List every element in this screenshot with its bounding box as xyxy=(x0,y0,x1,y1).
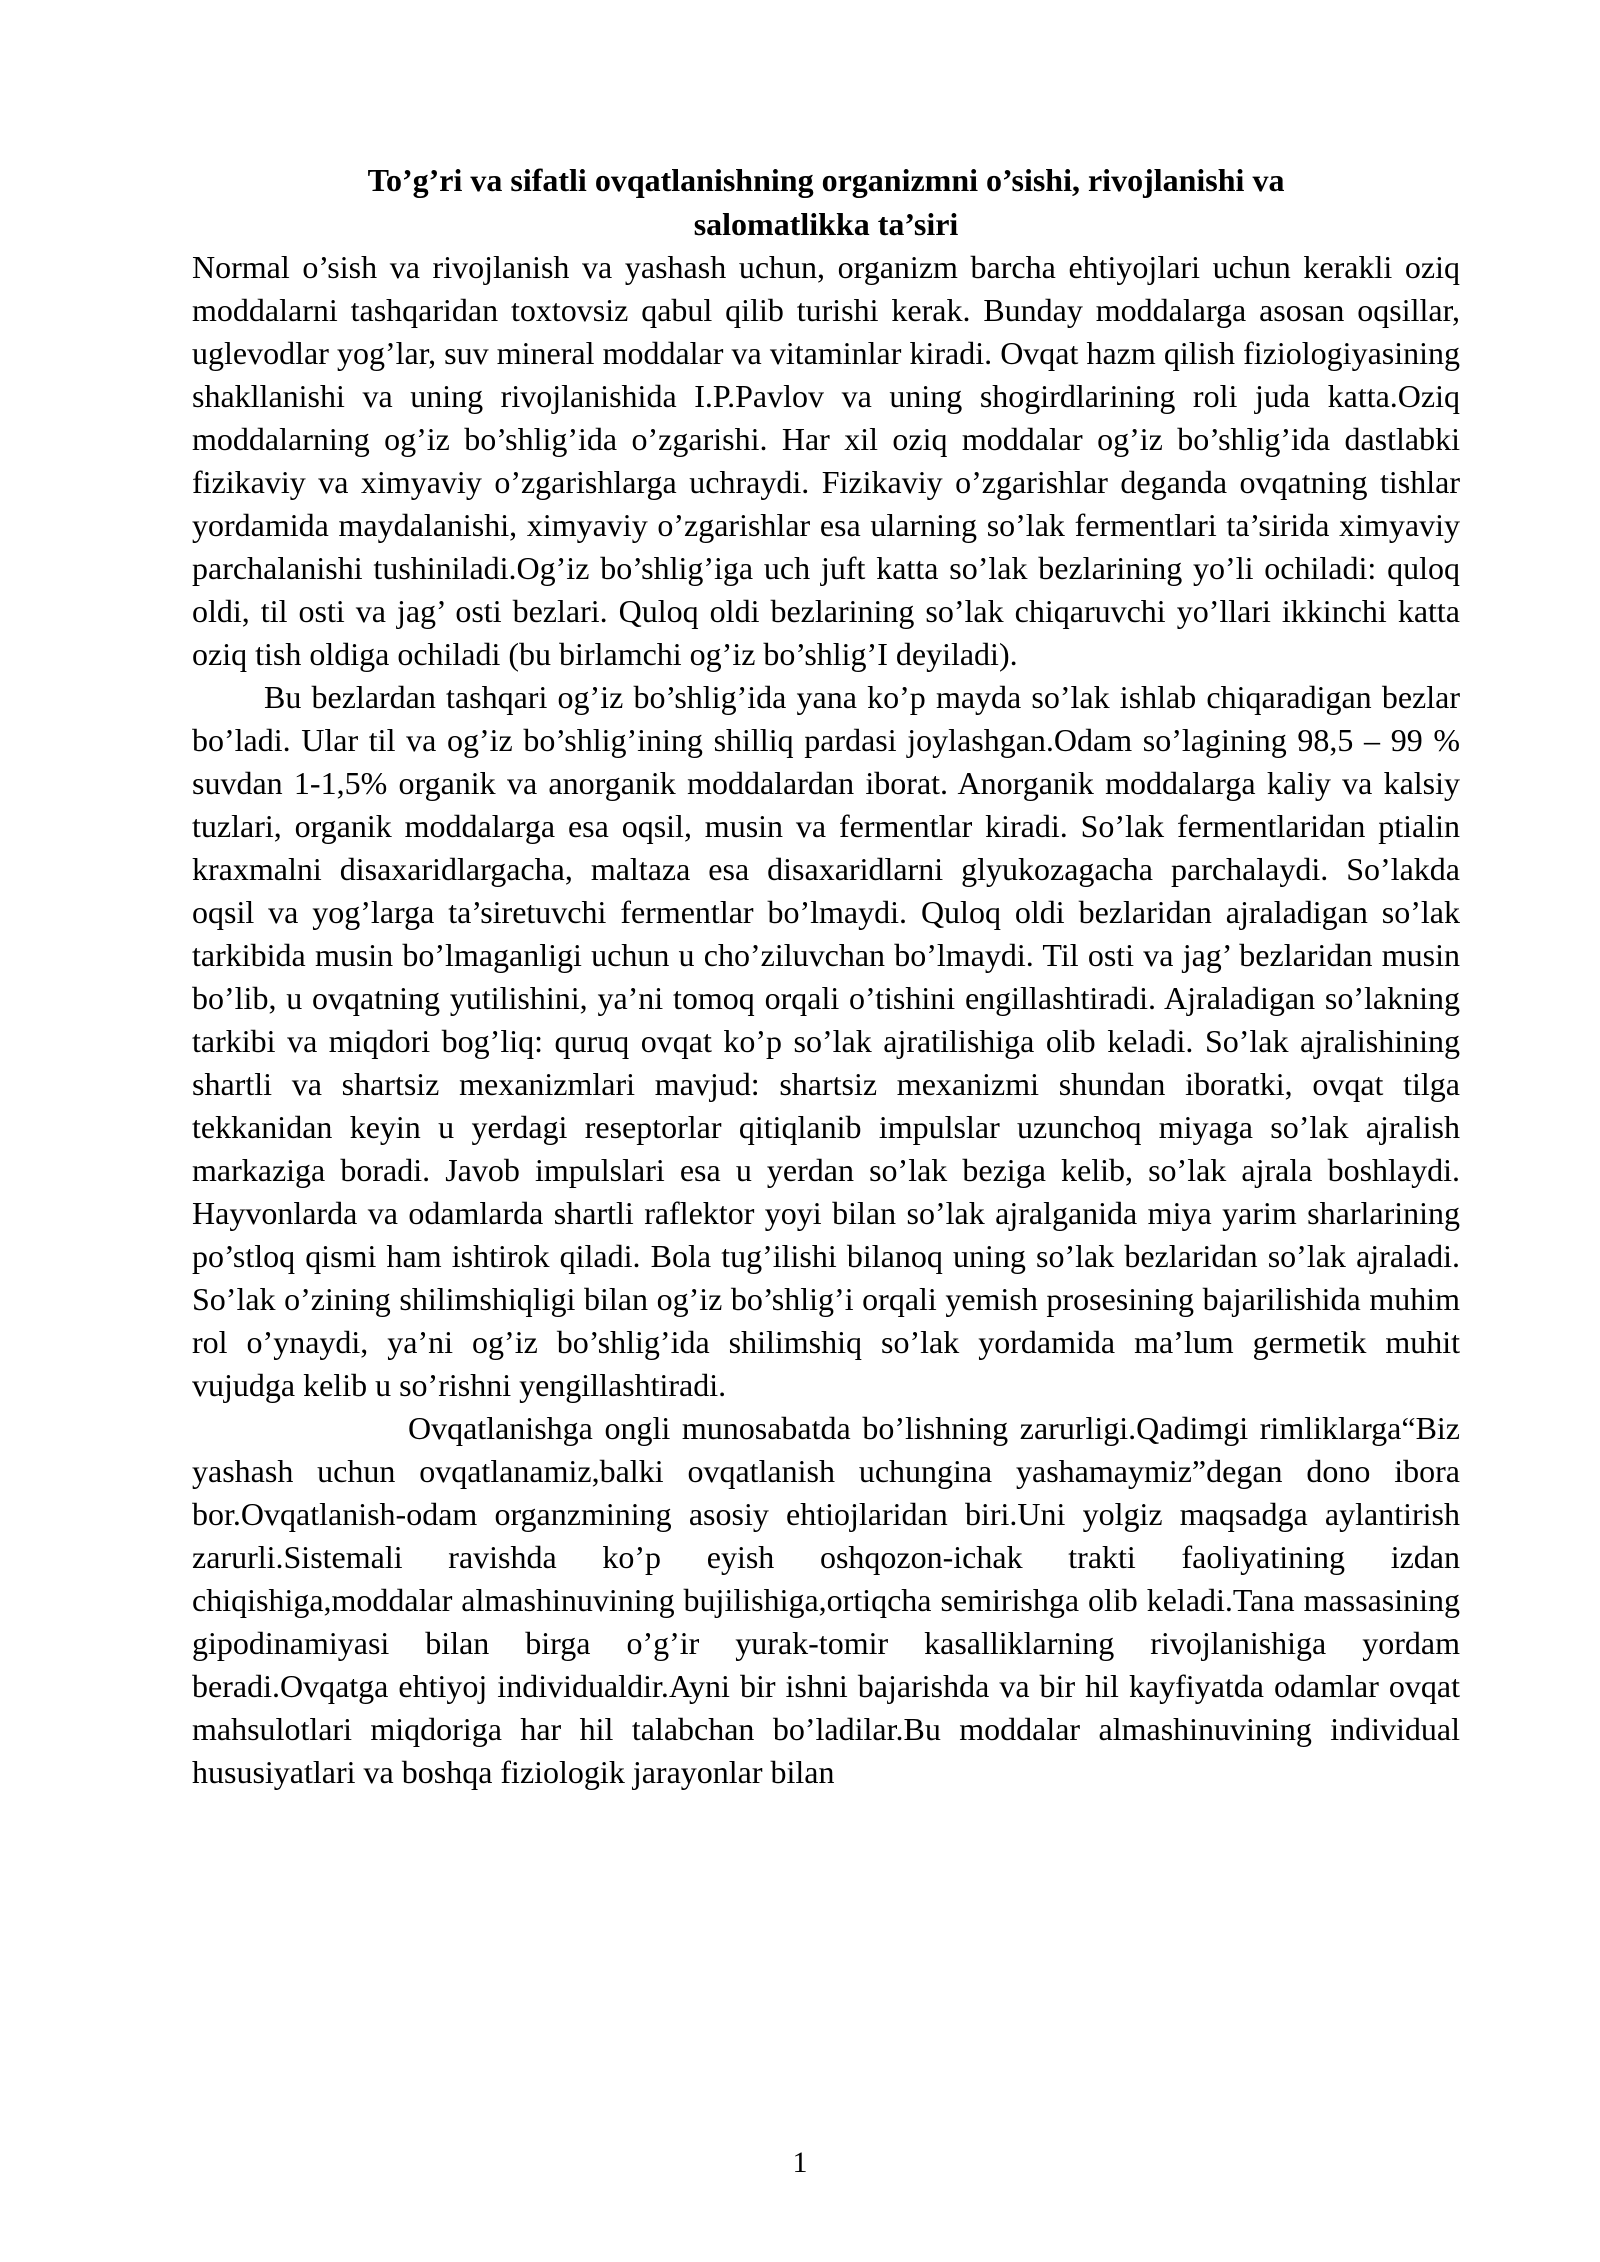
title-line-2: salomatlikka ta’siri xyxy=(693,206,959,242)
paragraph-1: Normal o’sish va rivojlanish va yashash uchun, organizm barcha ehtiyojlari uchun kerakli oziq moddalarni tashqaridan toxtovsiz qabul qilib turishi kerak. Bunday moddalarga asosan oqsillar, uglevodlar yog’lar, suv mineral moddalar va vitaminlar kiradi. Ovqat hazm qilish fiziologiyasining shakllanishi va uning rivojlanishida I.P.Pavlov va uning shogirdlarining roli juda katta.Oziq moddalarning og’iz bo’shlig’ida o’zgarishi. Har xil oziq moddalar og’iz bo’shlig’ida dastlabki fizikaviy va ximyaviy o’zgarishlarga uchraydi. Fizikaviy o’zgarishlar deganda ovqatning tishlar yordamida maydalanishi, ximyaviy o’zgarishlar esa ularning so’lak fermentlari ta’sirida ximyaviy parchalanishi tushiniladi.Og’iz bo’shlig’iga uch juft katta so’lak bezlarining yo’li ochiladi: quloq oldi, til osti va jag’ osti bezlari. Quloq oldi bezlarining so’lak chiqaruvchi yo’llari ikkinchi katta oziq tish oldiga ochiladi (bu birlamchi og’iz bo’shlig’I deyiladi). xyxy=(192,249,1460,672)
paragraph-2: Bu bezlardan tashqari og’iz bo’shlig’ida yana ko’p mayda so’lak ishlab chiqaradigan bezlar bo’ladi. Ular til va og’iz bo’shlig’ining shilliq pardasi joylashgan.Odam so’lagining 98,5 – 99 % suvdan 1-1,5% organik va anorganik moddalardan iborat. Anorganik moddalarga kaliy va kalsiy tuzlari, organik moddalarga esa oqsil, musin va fermentlar kiradi. So’lak fermentlaridan ptialin kraxmalni disaxaridlargacha, maltaza esa disaxaridlarni glyukozagacha parchalaydi. So’lakda oqsil va yog’larga ta’siretuvchi fermentlar bo’lmaydi. Quloq oldi bezlaridan ajraladigan so’lak tarkibida musin bo’lmaganligi uchun u cho’ziluvchan bo’lmaydi. Til osti va jag’ bezlaridan musin bo’lib, u ovqatning yutilishini, ya’ni tomoq orqali o’tishini engillashtiradi. Ajraladigan so’lakning tarkibi va miqdori bog’liq: quruq ovqat ko’p so’lak ajratilishiga olib keladi. So’lak ajralishining shartli va shartsiz mexanizmlari mavjud: shartsiz mexanizmi shundan iboratki, ovqat tilga tekkanidan keyin u yerdagi reseptorlar qitiqlanib impulslar uzunchoq miyaga so’lak ajralish markaziga boradi. Javob impulslari esa u yerdan so’lak beziga kelib, so’lak ajrala boshlaydi. Hayvonlarda va odamlarda shartli raflektor yoyi bilan so’lak ajralganida miya yarim sharlarining po’stloq qismi ham ishtirok qiladi. Bola tug’ilishi bilanoq uning so’lak bezlaridan so’lak ajraladi. So’lak o’zining shilimshiqligi bilan og’iz bo’shlig’i orqali yemish prosesining bajarilishida muhim rol o’ynaydi, ya’ni og’iz bo’shlig’ida shilimshiq so’lak yordamida ma’lum germetik muhit vujudga kelib u so’rishni yengillashtiradi. xyxy=(192,679,1460,1403)
document-body xyxy=(192,158,1460,1794)
page-number: 1 xyxy=(792,2146,808,2179)
paragraph-3: Ovqatlanishga ongli munosabatda bo’lishning zarurligi.Qadimgi rimliklarga“Biz yashash uchun ovqatlanamiz,balki ovqatlanish uchungina yashamaymiz”degan dono ibora bor.Ovqatlanish-odam organzmining asosiy ehtiojlaridan biri.Uni yolgiz maqsadga aylantirish zarurli.Sistemali ravishda ko’p eyish oshqozon-ichak trakti faoliyatining izdan chiqishiga,moddalar almashinuvining bujilishiga,ortiqcha semirishga olib keladi.Tana massasining gipodinamiyasi bilan birga o’g’ir yurak-tomir kasalliklarning rivojlanishiga yordam beradi.Ovqatga ehtiyoj individualdir.Ayni bir ishni bajarishda va bir hil kayfiyatda odamlar ovqat mahsulotlari miqdoriga har hil talabchan bo’ladilar.Bu moddalar almashinuvining individual hususiyatlari va boshqa fiziologik jarayonlar bilan xyxy=(192,1410,1460,1790)
title-line-1: To’g’ri va sifatli ovqatlanishning organizmni o’sishi, rivojlanishi va xyxy=(367,162,1285,198)
document-title xyxy=(192,158,1460,246)
